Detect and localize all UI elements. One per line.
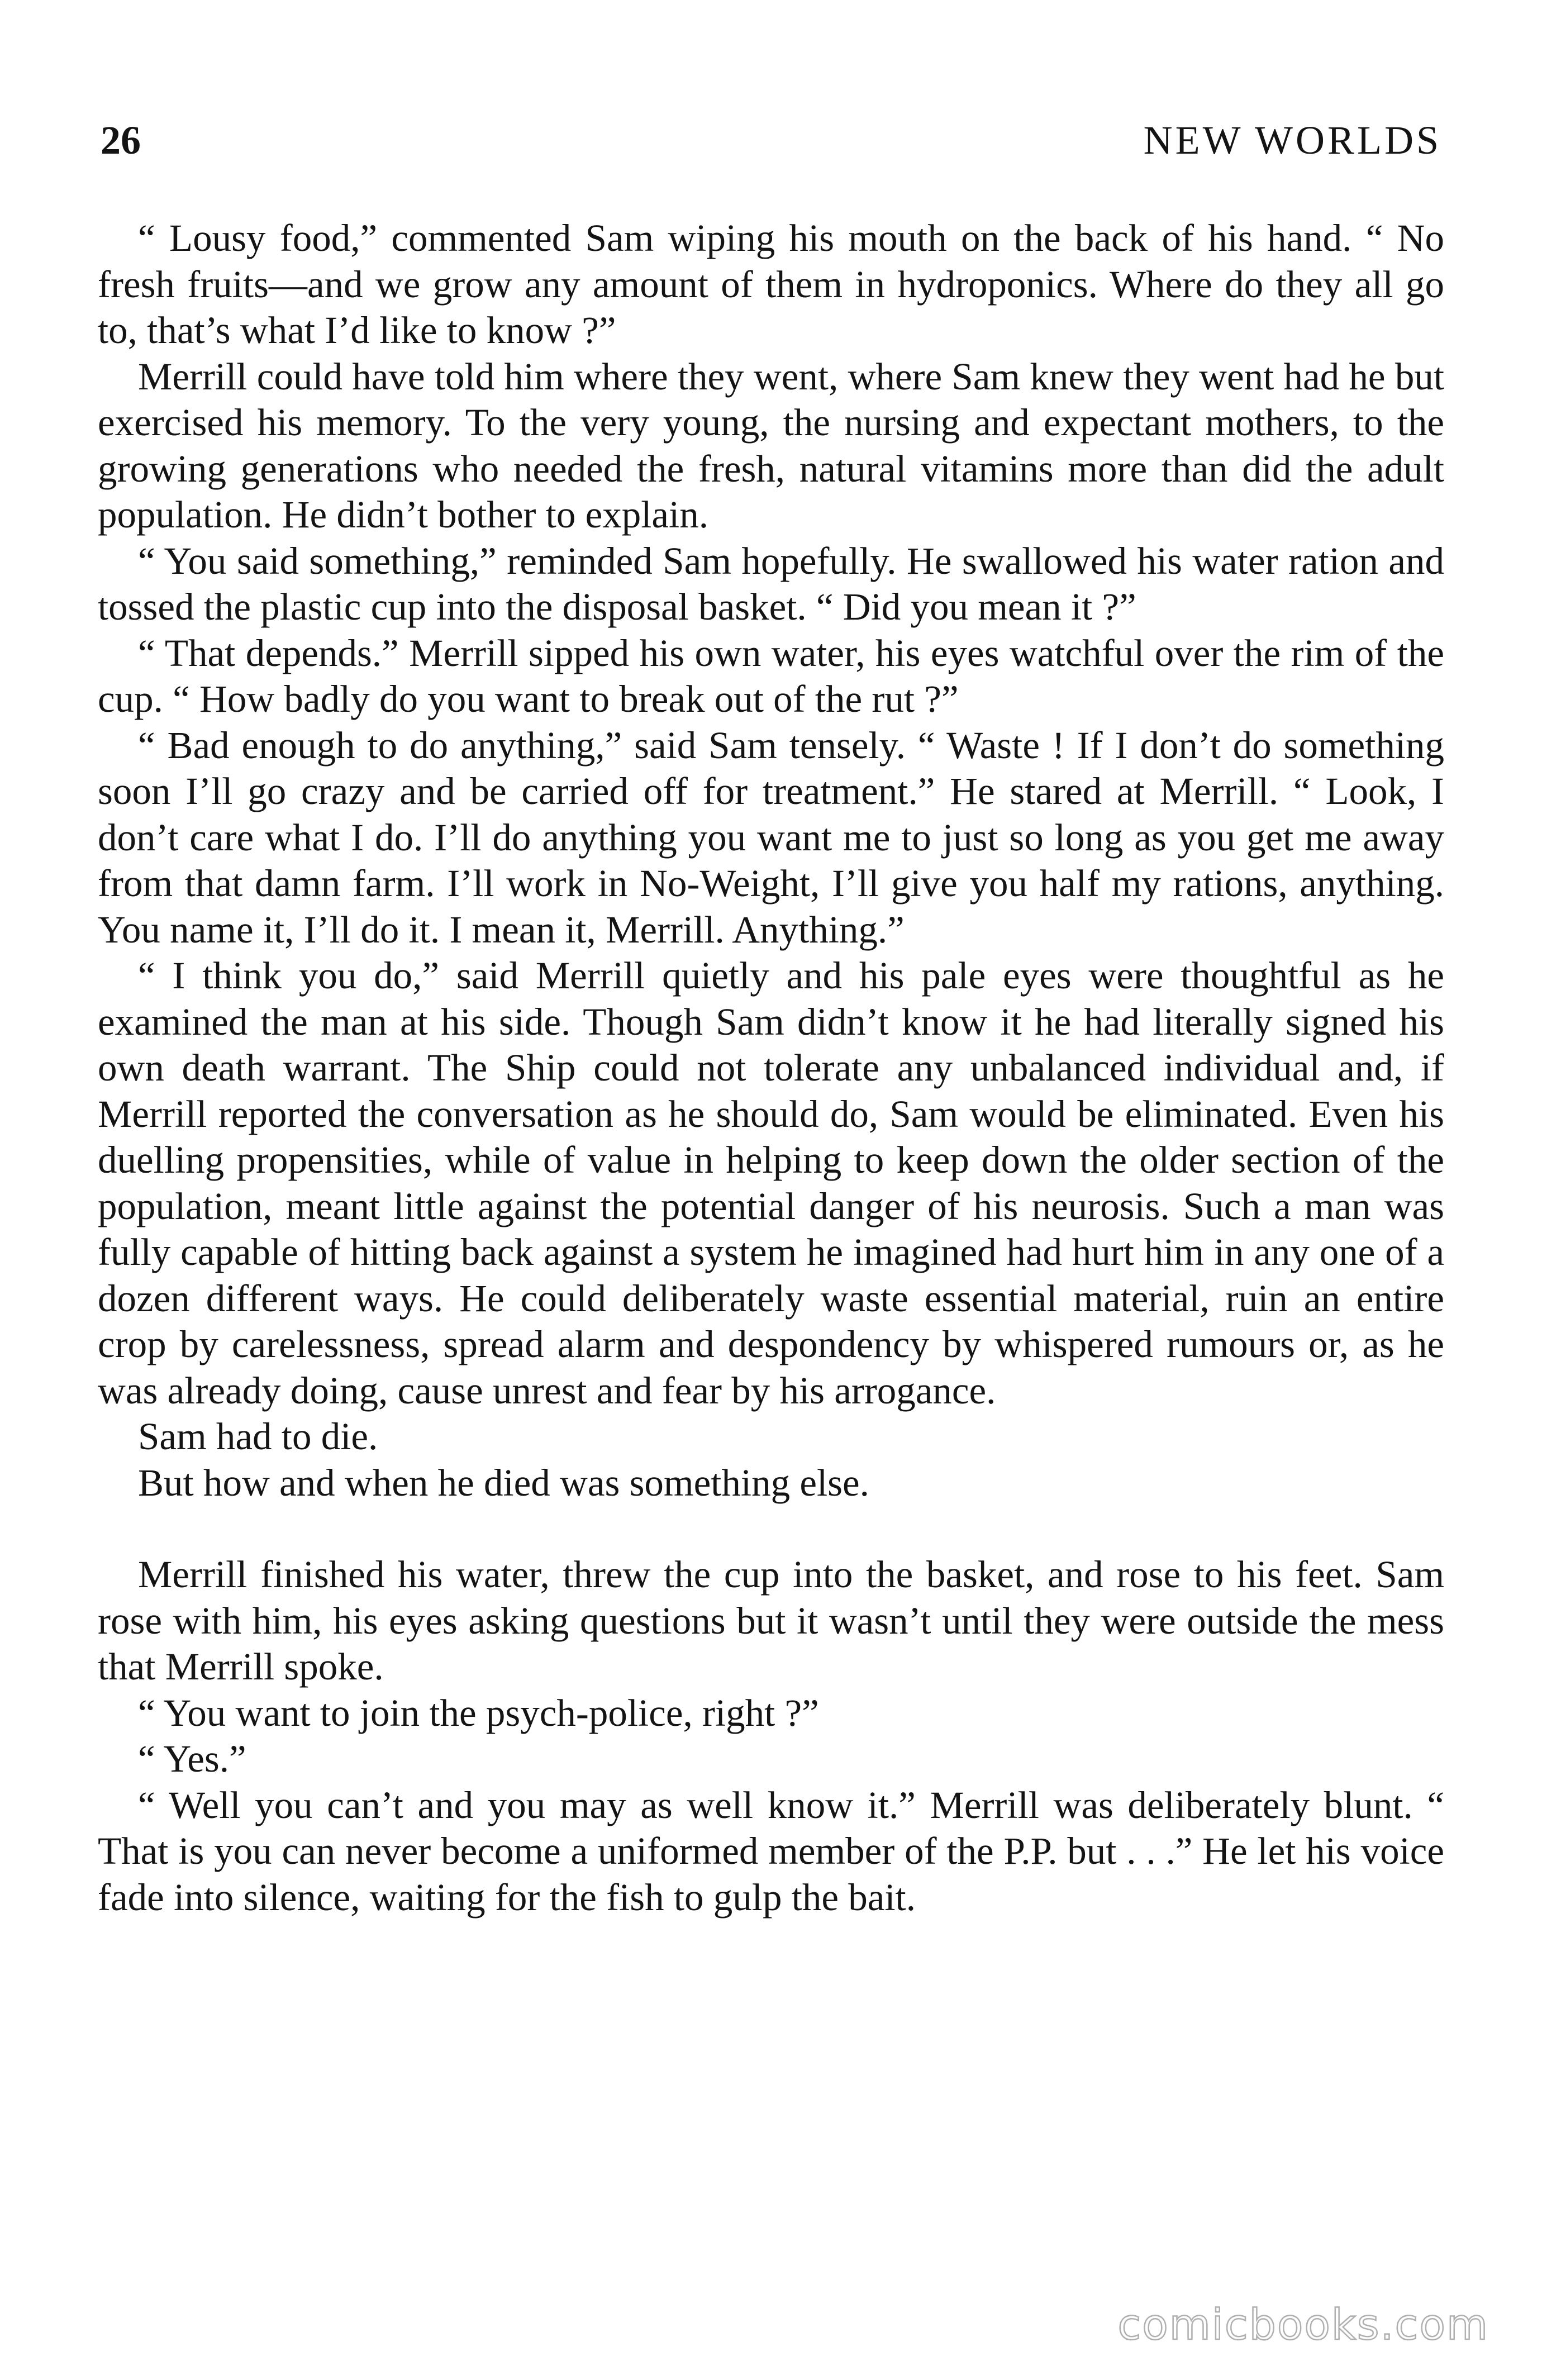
- paragraph: “ Well you can’t and you may as well know it.” Merrill was deliberately blunt. “ That is you can never become a uniformed member of the P.P. but . . .” He let his voice fade into silence, waiting for the fish to gulp the bait.: [98, 1783, 1444, 1919]
- paragraph: “ Bad enough to do anything,” said Sam tensely. “ Waste ! If I don’t do something soon I’ll go crazy and be carried off for treatment.” He stared at Merrill. “ Look, I don’t care what I do. I’ll do anything you want me to just so long as you get me away from that damn farm. I’ll work in No-Weight, I’ll give you half my rations, anything. You name it, I’ll do it. I mean it, Merrill. Anything.”: [98, 723, 1444, 951]
- page-header: [101, 117, 1441, 179]
- paragraph: “ Yes.”: [138, 1738, 246, 1780]
- paragraph: Merrill finished his water, threw the cup into the basket, and rose to his feet. Sam rose with him, his eyes asking questions but it wasn’t until they were outside the mess that Merrill spoke.: [98, 1553, 1444, 1688]
- paragraph: But how and when he died was something else.: [138, 1461, 869, 1504]
- running-title: NEW WORLDS: [1143, 118, 1441, 163]
- paragraph: “ I think you do,” said Merrill quietly and his pale eyes were thoughtful as he examined the man at his side. Though Sam didn’t know it he had literally signed his own death warrant. The Ship could not tolerate any unbalanced individual and, if Merrill reported the conversation as he should do, Sam would be eliminated. Even his duelling propensities, while of value in helping to keep down the older section of the population, meant little against the potential danger of his neurosis. Such a man was fully capable of hitting back against a system he imagined had hurt him in any one of a dozen different ways. He could deliberately waste essential material, ruin an entire crop by carelessness, spread alarm and despondency by whispered rumours or, as he was already doing, cause unrest and fear by his arrogance.: [98, 954, 1444, 1412]
- page-number: 26: [101, 118, 141, 163]
- paragraph: Sam had to die.: [138, 1415, 378, 1458]
- story-text: [98, 215, 1444, 1920]
- paragraph: “ Lousy food,” commented Sam wiping his mouth on the back of his hand. “ No fresh fruits—and we grow any amount of them in hydroponics. Where do they all go to, that’s what I’d like to know ?”: [98, 217, 1444, 351]
- paragraph: Merrill could have told him where they went, where Sam knew they went had he but exercised his memory. To the very young, the nursing and expectant mothers, to the growing generations who needed the fresh, natural vitamins more than did the adult population. He didn’t bother to explain.: [98, 355, 1444, 536]
- paragraph: “ You said something,” reminded Sam hopefully. He swallowed his water ration and tossed the plastic cup into the disposal basket. “ Did you mean it ?”: [98, 539, 1444, 628]
- paragraph: “ That depends.” Merrill sipped his own water, his eyes watchful over the rim of the cup. “ How badly do you want to break out of the rut ?”: [98, 631, 1444, 720]
- paragraph: “ You want to join the psych-police, right ?”: [138, 1691, 819, 1734]
- site-watermark: comicbooks.com: [1117, 2300, 1489, 2349]
